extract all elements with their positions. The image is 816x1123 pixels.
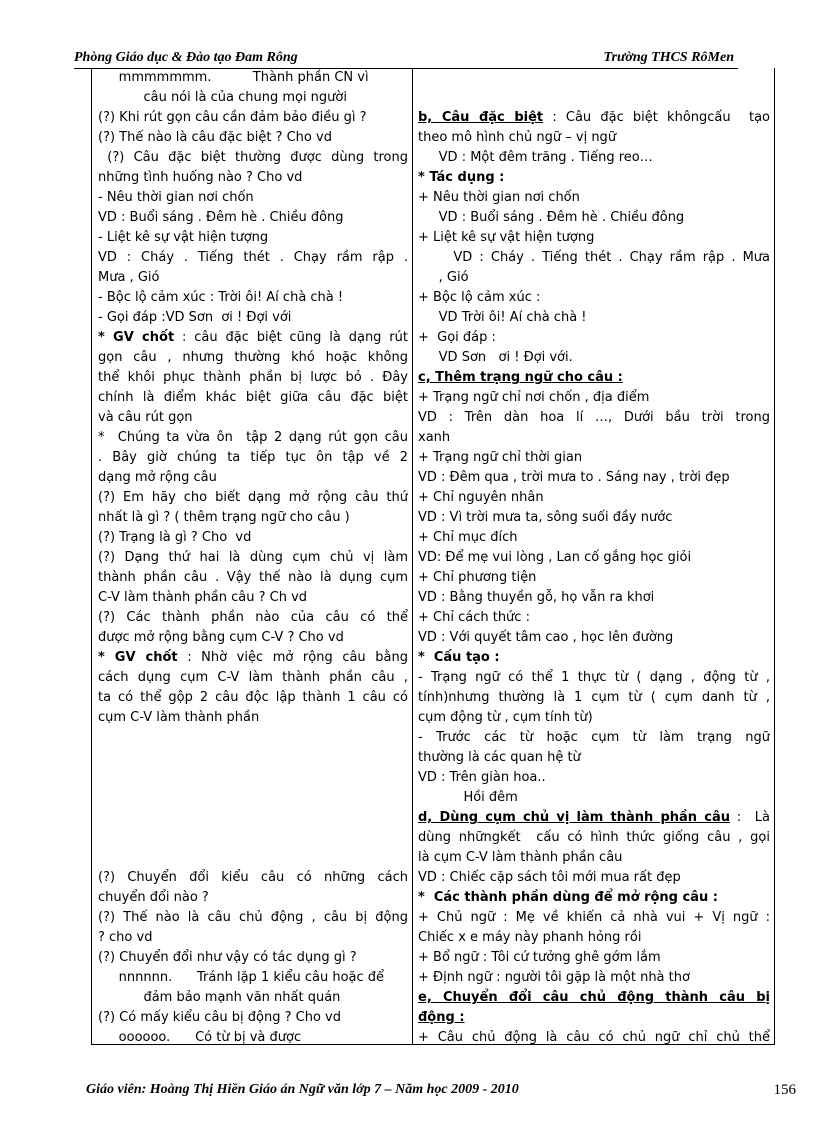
text-line: b, Câu đặc biệt : Câu đặc biệt khôngcấu tạo [418,110,770,125]
text-line: chuyển đổi nào ? [98,890,209,905]
page-footer [86,1082,796,1098]
text-line: - Trạng ngữ có thể 1 thực từ ( dạng , động từ , [418,670,770,685]
text-line: C-V làm thành phần câu ? Ch vd [98,590,308,605]
text-line: * Các thành phần dùng để mở rộng câu : [418,890,718,905]
text-line: d, Dùng cụm chủ vị làm thành phần câu : Là [418,810,770,825]
text-line: + Chỉ cách thức : [418,610,530,625]
text-line: thể khôi phục thành phần bị lược bỏ . Đây [98,370,408,385]
text-line: - Trước các từ hoặc cụm từ làm trạng ngữ [418,730,770,745]
text-line: cách dụng cụm C-V làm thành phần câu , [98,670,408,685]
text-line: (?) Em hãy cho biết dạng mở rộng câu thứ [98,490,408,505]
text-line: động : [418,1010,465,1025]
text-line: gọn câu , nhưng thường khó hoặc không [98,350,408,365]
text-line: , Gió [418,270,469,285]
text-line: VD : Cháy . Tiếng thét . Chạy rầm rập . Mưa [418,250,770,265]
text-line: đảm bảo mạnh văn nhất quán [98,990,341,1005]
text-line: cụm C-V làm thành phần [98,710,260,725]
column-divider [412,68,413,1044]
text-line: (?) Câu đặc biệt thường được dùng trong [98,150,408,165]
text-line: chính là điểm khác biệt giữa câu đặc biệt [98,390,408,405]
text-line: (?) Thế nào là câu chủ động , câu bị động [98,910,408,925]
text-line: những tình huống nào ? Cho vd [98,170,303,185]
text-line: là cụm C-V làm thành phần câu [418,850,623,865]
text-line: VD : Trên dàn hoa lí …, Dưới bầu trời trong [418,410,770,425]
text-line [98,808,408,828]
text-line [98,788,408,808]
text-line: (?) Trạng là gì ? Cho vd [98,530,252,545]
text-line: * Tác dụng : [418,170,505,185]
text-line: và câu rút gọn [98,410,193,425]
text-line: thành phần câu . Vậy thế nào là dụng cụm [98,570,408,585]
text-line: VD Trời ôi! Aí chà chà ! [418,310,587,325]
text-line: (?) Thế nào là câu đặc biệt ? Cho vd [98,130,332,145]
text-line: - Liệt kê sự vật hiện tượng [98,230,269,245]
text-line [98,748,408,768]
text-line: cụm động từ , cụm tính từ) [418,710,593,725]
text-line: VD Sơn ơi ! Đợi với. [418,350,573,365]
text-line: . Bây giờ chúng ta tiếp tục ôn tập về 2 [98,450,408,465]
text-line: + Chỉ nguyên nhân [418,490,544,505]
text-line: + Trạng ngữ chỉ thời gian [418,450,583,465]
text-line: * Cấu tạo : [418,650,500,665]
content-column [418,68,770,1048]
text-line: + Gọi đáp : [418,330,496,345]
text-line: + Nêu thời gian nơi chốn [418,190,580,205]
text-line: Hồi đêm [418,790,518,805]
footer-text: Giáo viên: Hoàng Thị Hiền Giáo án Ngữ văn lớp 7 – Năm học 2009 - 2010 [86,1082,519,1097]
text-line [98,768,408,788]
text-line: VD : Cháy . Tiếng thét . Chạy rầm rập . [98,250,408,265]
text-line: - Bộc lộ cảm xúc : Trời ôi! Aí chà chà ! [98,290,344,305]
text-line: e, Chuyển đổi câu chủ động thành câu bị [418,990,770,1005]
text-line: dùng nhữngkết cấu có hình thức giống câu , gọi [418,830,770,845]
text-line: (?) Các thành phần nào của câu có thể [98,610,408,625]
text-line: + Chỉ phương tiện [418,570,537,585]
text-line: * GV chốt : câu đặc biệt cũng là dạng rút [98,330,408,345]
text-line: VD : Buổi sáng . Đêm hè . Chiều đông [98,210,344,225]
text-line: (?) Khi rút gọn câu cần đảm bảo điều gì ? [98,110,367,125]
text-line: + Định ngữ : người tôi gặp là một nhà thơ [418,970,690,985]
text-line: - Nêu thời gian nơi chốn [98,190,254,205]
text-line: VD : Vì trời mưa ta, sông suối đầy nước [418,510,673,525]
text-line: + Chỉ mục đích [418,530,518,545]
text-line: theo mô hình chủ ngữ – vị ngữ [418,130,617,145]
text-line: + Câu chủ động là câu có chủ ngữ chỉ chủ thể [418,1030,770,1045]
text-line: * GV chốt : Nhờ việc mở rộng câu bằng [98,650,408,665]
text-line: nnnnnn. Tránh lặp 1 kiểu câu hoặc để [98,970,385,985]
text-line: ta có thể gộp 2 câu độc lập thành 1 câu có [98,690,408,705]
text-line: VD : Trên giàn hoa.. [418,770,546,785]
text-line: (?) Dạng thứ hai là dùng cụm chủ vị làm [98,550,408,565]
text-line: xanh [418,430,451,445]
text-line: câu nói là của chung mọi người [98,90,347,105]
text-line: c, Thêm trạng ngữ cho câu : [418,370,623,385]
text-line: (?) Có mấy kiểu câu bị động ? Cho vd [98,1010,341,1025]
header-school: Trường THCS RôMen [603,50,734,65]
text-line: - Gọi đáp :VD Sơn ơi ! Đợi với [98,310,292,325]
text-line: tính)nhưng thường là 1 cụm từ ( cụm danh từ , [418,690,770,705]
text-line: VD : Bằng thuyền gỗ, họ vẫn ra khơi [418,590,655,605]
text-line [98,828,408,848]
page-number: 156 [773,1082,796,1098]
text-line: (?) Chuyển đổi như vậy có tác dụng gì ? [98,950,357,965]
text-line: Mưa , Gió [98,270,160,285]
text-line: (?) Chuyển đổi kiểu câu có những cách [98,870,408,885]
text-line: VD : Đêm qua , trời mưa to . Sáng nay , trời đẹp [418,470,730,485]
text-line: VD : Với quyết tâm cao , học lên đường [418,630,674,645]
teacher-activity-column [98,68,408,1048]
text-line: + Trạng ngữ chỉ nơi chốn , địa điểm [418,390,650,405]
text-line: mmmmmmm. Thành phần CN vì [98,70,369,85]
text-line: + Bổ ngữ : Tôi cứ tưởng ghê gớm lắm [418,950,661,965]
text-line: nhất là gì ? ( thêm trạng ngữ cho câu ) [98,510,350,525]
text-line [98,728,408,748]
text-line: VD : Chiếc cặp sách tôi mới mua rất đẹp [418,870,681,885]
text-line [98,848,408,868]
text-line: * Chúng ta vừa ôn tập 2 dạng rút gọn câu [98,430,408,445]
text-line: VD: Để mẹ vui lòng , Lan cố gắng học giỏi [418,550,692,565]
text-line [418,88,770,108]
text-line: dạng mở rộng câu [98,470,217,485]
text-line: oooooo. Có từ bị và được [98,1030,302,1045]
text-line: ? cho vd [98,930,153,945]
page-header [74,50,738,69]
text-line: + Chủ ngữ : Mẹ về khiến cả nhà vui + Vị ngữ : [418,910,770,925]
text-line: + Liệt kê sự vật hiện tượng [418,230,595,245]
text-line: VD : Một đêm trăng . Tiếng reo… [418,150,653,165]
text-line: thường là các quan hệ từ [418,750,581,765]
text-line: Chiếc x e máy này phanh hỏng rồi [418,930,642,945]
text-line: + Bộc lộ cảm xúc : [418,290,541,305]
text-line [418,68,770,88]
header-department: Phòng Giáo dục & Đào tạo Đam Rông [74,50,298,65]
text-line: VD : Buổi sáng . Đêm hè . Chiều đông [418,210,685,225]
text-line: được mở rộng bằng cụm C-V ? Cho vd [98,630,344,645]
